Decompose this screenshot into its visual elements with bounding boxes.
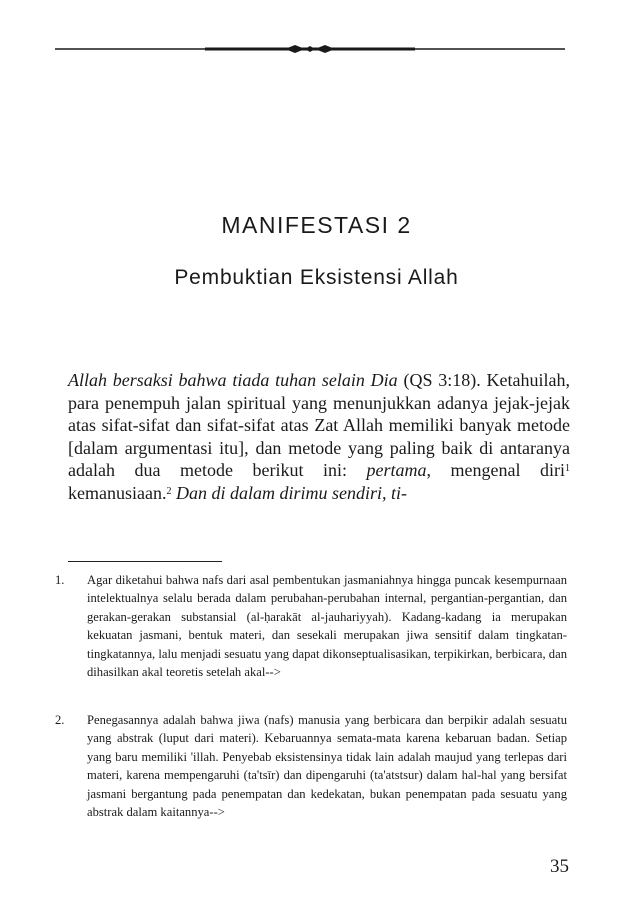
quran-quote: Allah bersaksi bahwa tiada tuhan selain Dia	[68, 370, 398, 390]
quran-quote-end: Dan di dalam dirimu sendiri, ti-	[171, 482, 407, 503]
footnote-ref-2[interactable]: 2	[166, 485, 172, 497]
footnote-number: 1.	[55, 573, 65, 587]
footnote-ref-1[interactable]: 1	[565, 463, 570, 475]
body-text-1: (QS 3:18). Ketahuilah, para penempuh jalan spiritual yang menunjukkan adanya jejak-jejak atas sifat-sifat dan sifat-sifat atas Zat Allah memiliki banyak metode [dalam argumentasi itu], dan metode yang paling baik di antaranya adalah dua metode berikut ini:	[68, 370, 570, 481]
chapter-title: MANIFESTASI 2	[221, 212, 412, 238]
footnote-number: 2.	[55, 713, 65, 727]
body-text-3: kemanusiaan.	[68, 482, 167, 503]
footnote-1	[55, 571, 567, 681]
page-number: 35	[550, 856, 569, 877]
footnote-divider	[68, 561, 222, 562]
footnote-2	[55, 711, 567, 821]
body-text-2: , mengenal diri	[426, 460, 565, 481]
body-paragraph	[68, 369, 570, 505]
footnote-text: Penegasannya adalah bahwa jiwa (nafs) manusia yang berbicara dan berpikir adalah sesuatu yang abstrak (luput dari materi). Kebaruannya semata-mata karena kebaruan badan. Setiap yang baru memiliki 'illah. Penyebab eksistensinya tidak lain adalah maujud yang terlepas dari materi, karena mempengaruhi (ta'tsīr) dan dipengaruhi (ta'atstsur) dalam hal-hal yang bersifat jasmani bergantung pada penempatan dan kedekatan, bukan penempatan pada sesuatu yang abstrak dalam kaitannya-->	[87, 713, 567, 820]
footnote-text: Agar diketahui bahwa nafs dari asal pembentukan jasmaniahnya hingga puncak kesempurnaan intelektualnya selalu berada dalam perubahan-perubahan internal, pergantian-pergantian, dan gerakan-gerakan substansial (al-ḥarakāt al-jauhariyyah). Kadang-kadang ia merupakan kekuatan jasmani, bentuk materi, dan sesekali merupakan jiwa sensitif dalam tingkatan-tingkatannya, lalu menjadi sesuatu yang dapat dikonseptualisasikan, terpikirkan, berbicara, dan dihasilkan akal teoretis setelah akal-->	[87, 573, 567, 680]
chapter-subtitle: Pembuktian Eksistensi Allah	[174, 266, 459, 289]
header-ornament	[55, 44, 565, 54]
emphasis-pertama: pertama	[366, 460, 427, 481]
